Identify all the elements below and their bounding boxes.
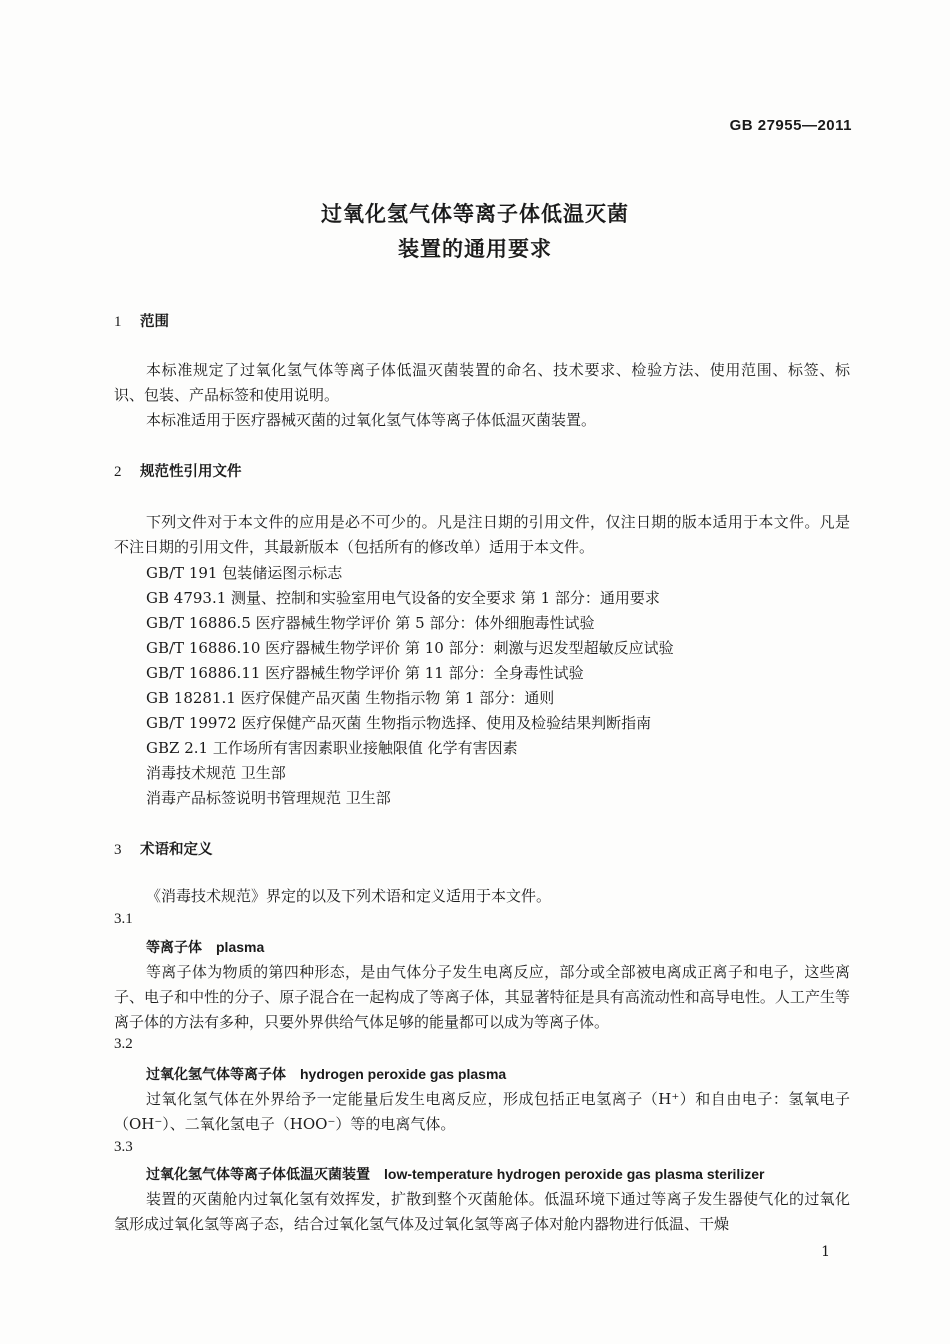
normative-reference: GB 4793.1 测量、控制和实验室用电气设备的安全要求 第 1 部分：通用要求 (146, 589, 660, 607)
term-3-3-definition: 装置的灭菌舱内过氧化氢有效挥发，扩散到整个灭菌舱体。低温环境下通过等离子发生器使气化的过氧化氢形成过氧化氢等离子态，结合过氧化氢气体及过氧化氢等离子体对舱内器物进行低温、干燥 (114, 1190, 850, 1233)
section-2-number: 2 (114, 464, 122, 480)
normative-reference: 消毒产品标签说明书管理规范 卫生部 (146, 789, 391, 807)
term-3-3 (146, 1164, 764, 1184)
normative-reference: GB/T 16886.11 医疗器械生物学评价 第 11 部分：全身毒性试验 (146, 664, 584, 682)
section-1-heading (114, 310, 169, 331)
term-en: low-temperature hydrogen peroxide gas plasma sterilizer (384, 1166, 765, 1182)
document-title-line2: 装置的通用要求 (398, 237, 552, 261)
section-2-heading (114, 460, 242, 481)
normative-reference: GB/T 19972 医疗保健产品灭菌 生物指示物选择、使用及检验结果判断指南 (146, 714, 652, 732)
clause-number-3-3: 3.3 (114, 1139, 133, 1155)
section-1-paragraph-2: 本标准适用于医疗器械灭菌的过氧化氢气体等离子体低温灭菌装置。 (146, 411, 597, 429)
term-en: hydrogen peroxide gas plasma (300, 1066, 507, 1082)
normative-reference: GB/T 16886.5 医疗器械生物学评价 第 5 部分：体外细胞毒性试验 (146, 614, 595, 632)
document-code: GB 27955—2011 (729, 117, 852, 134)
term-3-2-definition: 过氧化氢气体在外界给予一定能量后发生电离反应，形成包括正电氢离子（H⁺）和自由电子：氢氧电子（OH⁻）、二氧化氢电子（HOO⁻）等的电离气体。 (114, 1090, 850, 1133)
section-1-number: 1 (114, 314, 122, 330)
clause-number-3-1: 3.1 (114, 911, 133, 927)
normative-reference: 消毒技术规范 卫生部 (146, 764, 286, 782)
clause-number-3-2: 3.2 (114, 1036, 133, 1052)
normative-reference: GB/T 191 包装储运图示标志 (146, 564, 343, 582)
section-3-number: 3 (114, 842, 122, 858)
page-number: 1 (821, 1244, 830, 1260)
term-zh: 过氧化氢气体等离子体低温灭菌装置 (146, 1167, 370, 1183)
section-2-intro: 下列文件对于本文件的应用是必不可少的。凡是注日期的引用文件，仅注日期的版本适用于本文件。凡是不注日期的引用文件，其最新版本（包括所有的修改单）适用于本文件。 (114, 513, 850, 556)
section-3-intro: 《消毒技术规范》界定的以及下列术语和定义适用于本文件。 (146, 887, 552, 905)
term-zh: 过氧化氢气体等离子体 (146, 1067, 286, 1083)
section-1-paragraph-1: 本标准规定了过氧化氢气体等离子体低温灭菌装置的命名、技术要求、检验方法、使用范围、标签、标识、包装、产品标签和使用说明。 (114, 361, 850, 404)
normative-reference: GBZ 2.1 工作场所有害因素职业接触限值 化学有害因素 (146, 739, 518, 757)
section-2-title: 规范性引用文件 (140, 464, 242, 480)
normative-reference: GB/T 16886.10 医疗器械生物学评价 第 10 部分：刺激与迟发型超敏反应试验 (146, 639, 674, 657)
document-title-line1: 过氧化氢气体等离子体低温灭菌 (321, 202, 629, 226)
section-3-title: 术语和定义 (140, 842, 213, 858)
section-1-title: 范围 (140, 314, 169, 330)
term-3-2 (146, 1064, 506, 1084)
term-en: plasma (216, 939, 265, 955)
normative-reference: GB 18281.1 医疗保健产品灭菌 生物指示物 第 1 部分：通则 (146, 689, 555, 707)
term-3-1-definition: 等离子体为物质的第四种形态，是由气体分子发生电离反应，部分或全部被电离成正离子和电子，这些离子、电子和中性的分子、原子混合在一起构成了等离子体，其显著特征是具有高流动性和高导电性。人工产生等离子体的方法有多种，只要外界供给气体足够的能量都可以成为等离子体。 (114, 963, 850, 1031)
section-3-heading (114, 838, 213, 859)
term-3-1 (146, 937, 264, 957)
term-zh: 等离子体 (146, 940, 202, 956)
